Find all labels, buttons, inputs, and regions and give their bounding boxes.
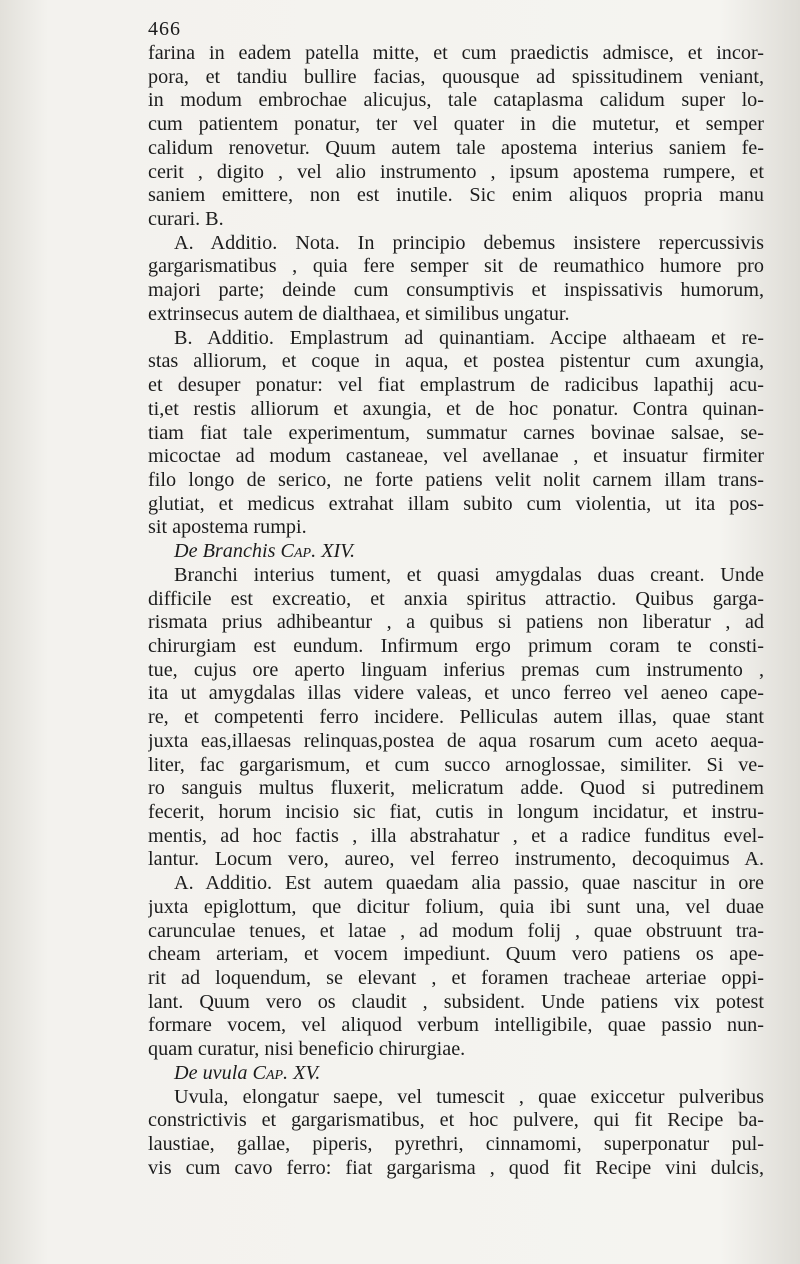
text-line: rit ad loquendum, se elevant , et foramen tracheae arteriae oppi- (148, 967, 764, 990)
text-line: quam curatur, nisi beneficio chirurgiae. (148, 1038, 466, 1061)
chapter-number: Cap. XIV. (280, 540, 356, 563)
text-line: Uvula, elongatur saepe, vel tumescit , quae exiccetur pulveribus (174, 1085, 764, 1108)
text-line: lant. Quum vero os claudit , subsident. Unde patiens vix potest (148, 990, 764, 1013)
text-line: curari. B. (148, 208, 224, 231)
text-line: vis cum cavo ferro: fiat gargarisma , quod fit Recipe vini dulcis, (148, 1156, 764, 1179)
chapter-number: Cap. XV. (252, 1061, 321, 1084)
text-line: carunculae tenues, et latae , ad modum folij , quae obstruunt tra- (148, 919, 764, 942)
text-line: constrictivis et gargarismatibus, et hoc pulvere, qui fit Recipe ba- (148, 1109, 764, 1132)
text-line: stas alliorum, et coque in aqua, et postea pistentur cum axungia, (148, 350, 764, 373)
chapter-heading (148, 540, 764, 564)
text-line: mentis, ad hoc factis , illa abstrahatur , et a radice funditus evel- (148, 824, 764, 847)
text-line: pora, et tandiu bullire facias, quousque ad spissitudinem veniant, (148, 65, 764, 88)
page-number: 466 (148, 18, 181, 40)
text-line: rismata prius adhibeantur , a quibus si patiens non liberatur , ad (148, 611, 764, 634)
text-line: cerit , digito , vel alio instrumento , ipsum apostema rumpere, et (148, 160, 764, 183)
text-body (148, 42, 764, 1181)
text-line: et desuper ponatur: vel fiat emplastrum de radicibus lapathij acu- (148, 374, 764, 397)
chapter-title: De uvula (174, 1061, 248, 1084)
text-line: difficile est excreatio, et anxia spiritus attractio. Quibus garga- (148, 587, 764, 610)
text-line: sit apostema rumpi. (148, 516, 307, 539)
text-line: lantur. Locum vero, aureo, vel ferreo instrumento, decoquimus A. (148, 848, 764, 871)
chapter-title: De Branchis (174, 540, 276, 563)
chapter-heading (148, 1062, 764, 1086)
text-line: calidum renovetur. Quum autem tale apostema interius saniem fe- (148, 136, 764, 159)
text-line: micoctae ad modum castaneae, vel avellanae , et insuatur firmiter (148, 445, 764, 468)
text-line: chirurgiam est eundum. Infirmum ergo primum coram te consti- (148, 634, 764, 657)
text-line: ro sanguis multus fluxerit, melicratum adde. Quod si putredinem (148, 777, 764, 800)
text-line: glutiat, et medicus extrahat illam subito cum violentia, ut ita pos- (148, 492, 764, 515)
text-line: fecerit, horum incisio sic fiat, cutis in longum incidatur, et instru- (148, 801, 764, 823)
text-line: cheam arteriam, et vocem impediunt. Quum vero patiens os ape- (148, 943, 764, 966)
text-line: A. Additio. Nota. In principio debemus insistere repercussivis (174, 231, 764, 254)
text-line: formare vocem, vel aliquod verbum intelligibile, quae passio nun- (148, 1014, 764, 1037)
text-line: saniem emittere, non est inutile. Sic enim aliquos propria manu (148, 184, 764, 207)
text-line: juxta eas,illaesas relinquas,postea de aqua rosarum cum aceto aequa- (148, 729, 764, 752)
text-line: re, et competenti ferro incidere. Pelliculas autem illas, quae stant (148, 706, 764, 729)
text-line: gargarismatibus , quia fere semper sit de reumathico humore pro (148, 255, 764, 278)
text-line: cum patientem ponatur, ter vel quater in die mutetur, et semper (148, 113, 764, 136)
text-line: tiam fiat tale experimentum, summatur carnes bovinae salsae, se- (148, 421, 764, 444)
text-line: juxta epiglottum, que dicitur folium, quia ibi sunt una, vel duae (148, 895, 764, 918)
text-line: in modum embrochae alicujus, tale cataplasma calidum super lo- (148, 89, 764, 112)
text-line: tue, cujus ore aperto linguam inferius premas cum instrumento , (148, 658, 764, 681)
text-line: majori parte; deinde cum consumptivis et inspissativis humorum, (148, 279, 764, 302)
text-line: extrinsecus autem de dialthaea, et similibus ungatur. (148, 302, 570, 325)
text-line: ti,et restis alliorum et axungia, et de hoc ponatur. Contra quinan- (148, 397, 764, 420)
text-line: laustiae, gallae, piperis, pyrethri, cinnamomi, superponatur pul- (148, 1133, 764, 1156)
text-line: ita ut amygdalas illas videre valeas, et unco ferreo vel aeneo cape- (148, 682, 764, 705)
text-line: liter, fac gargarismum, et cum succo arnoglossae, similiter. Si ve- (148, 753, 764, 776)
text-line: B. Additio. Emplastrum ad quinantiam. Accipe althaeam et re- (174, 326, 764, 349)
text-line: farina in eadem patella mitte, et cum praedictis admisce, et incor- (148, 42, 764, 64)
text-line: filo longo de serico, ne forte patiens velit nolit carnem illam trans- (148, 468, 764, 491)
text-line: A. Additio. Est autem quaedam alia passio, quae nascitur in ore (174, 872, 764, 895)
text-line: Branchi interius tument, et quasi amygdalas duas creant. Unde (174, 563, 764, 586)
